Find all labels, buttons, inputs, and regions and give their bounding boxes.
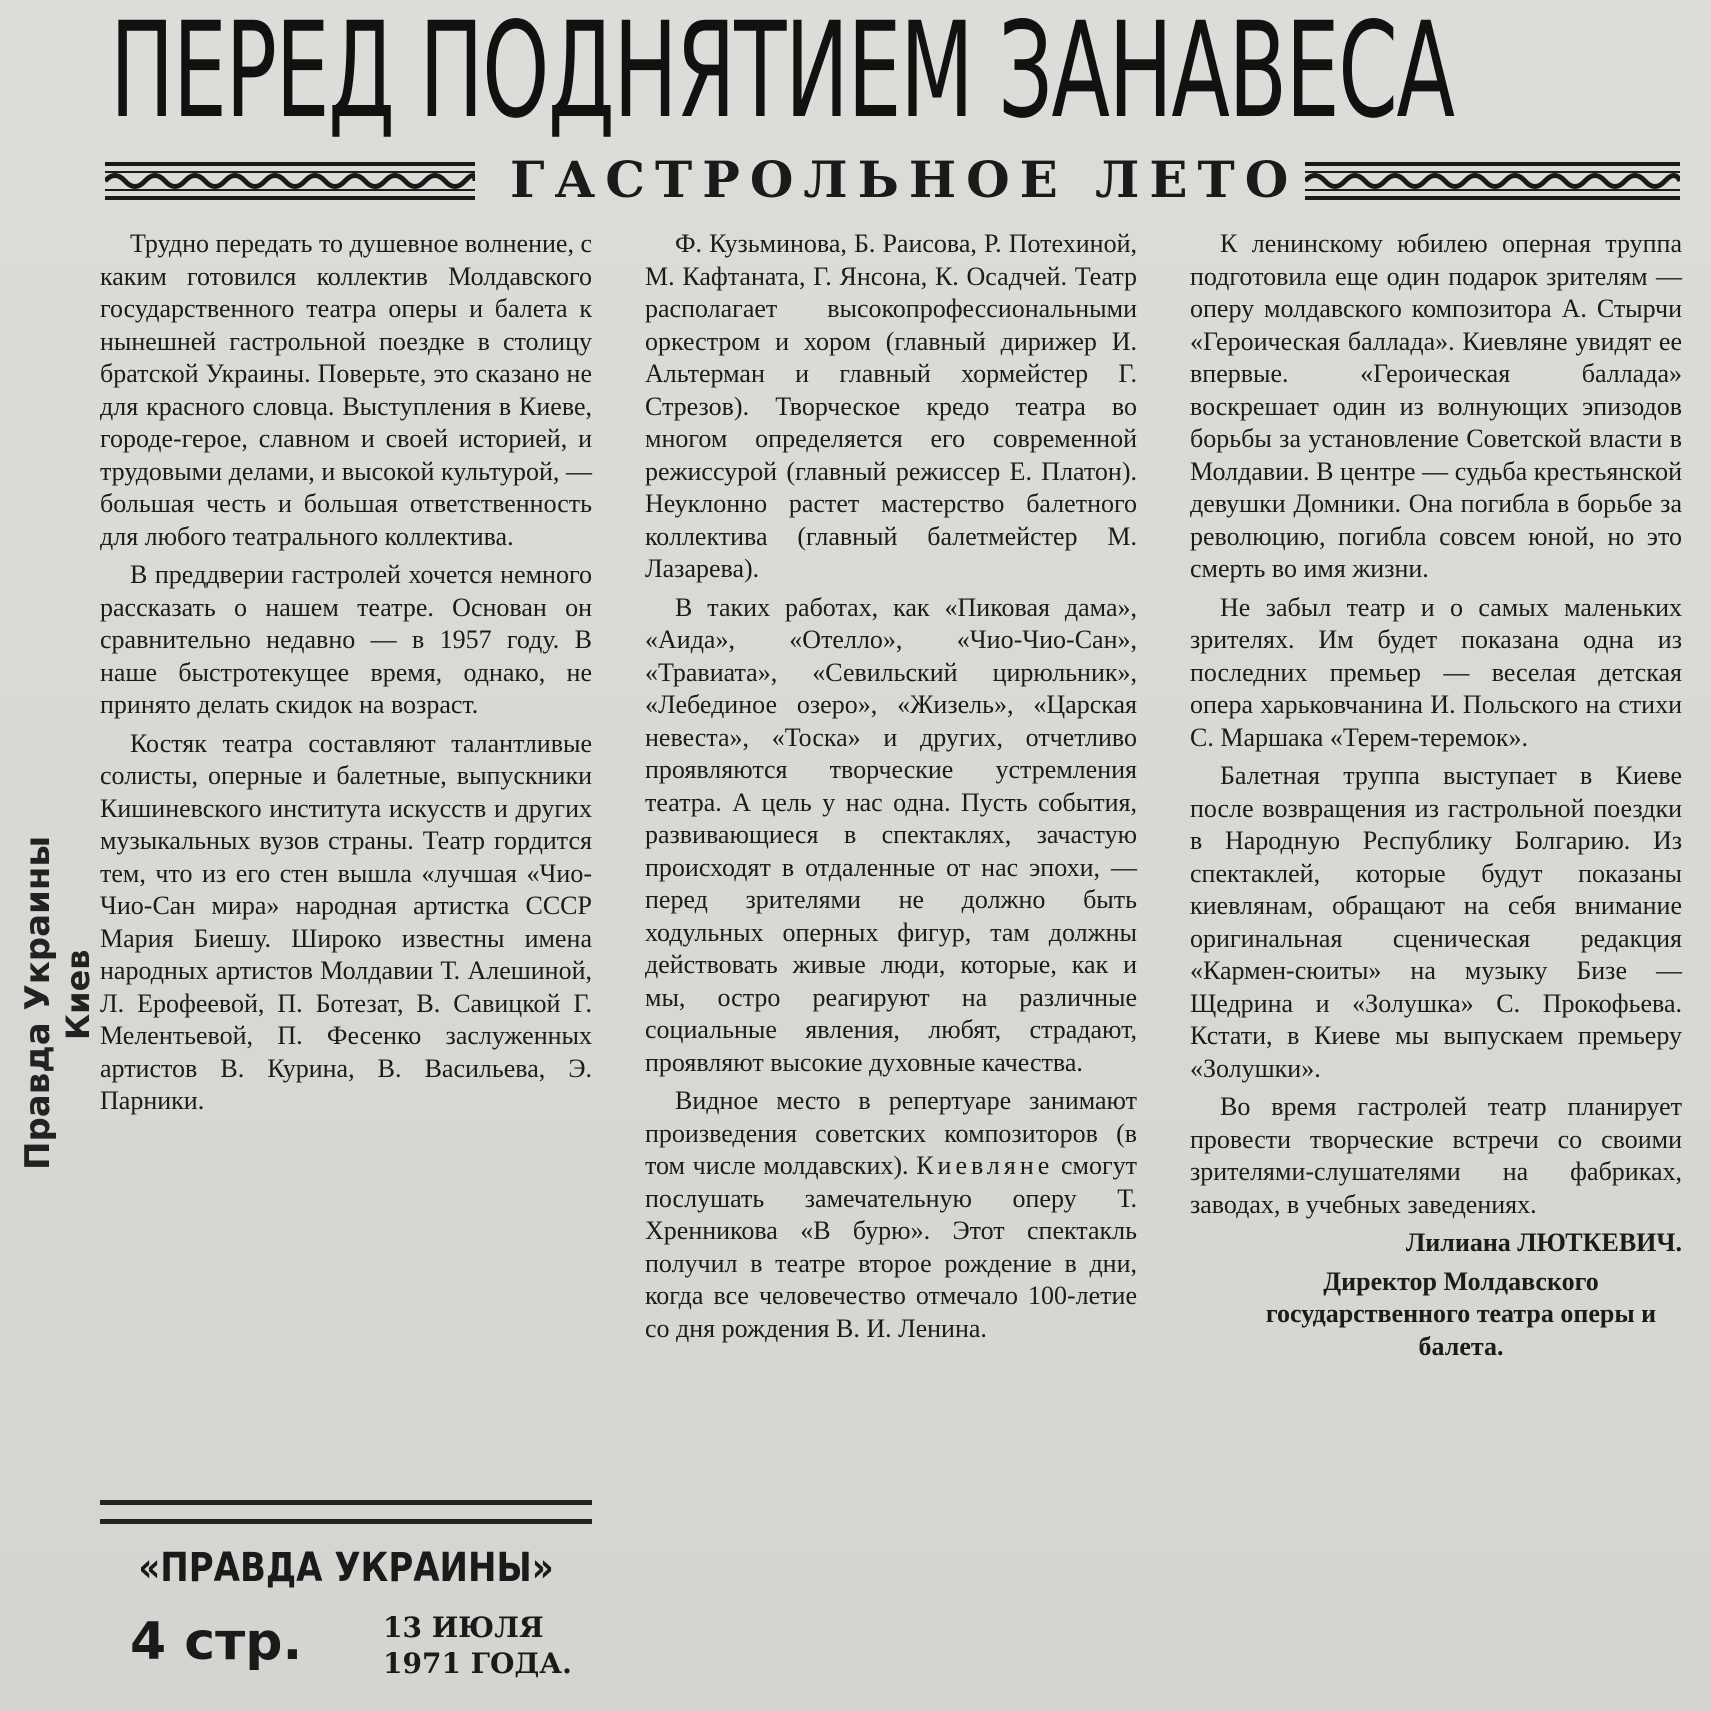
spaced-word: Киевляне	[916, 1151, 1054, 1180]
issue-date	[383, 1610, 603, 1682]
paragraph: В таких работах, как «Пиковая дама», «Аида», «Отелло», «Чио-Чио-Сан», «Травиата», «Севильский цирюльник», «Лебединое озеро», «Жизель», «Царская невеста», «Тоска» и других, отчетливо проявляются творческие устремления театра. А цель у нас одна. Пусть события, развивающиеся в спектаклях, зачастую происходят в отдаленные от нас эпохи, — перед зрителями не должно быть ходульных оперных фигур, там должны действовать живые люди, которые, как и мы, остро реагируют на различные социальные явления, любят, страдают, проявляют высокие духовные качества.	[645, 592, 1137, 1077]
paragraph: Ф. Кузьминова, Б. Раисова, Р. Потехиной, М. Кафтаната, Г. Янсона, К. Осадчей. Театр располагает высокопрофессиональными оркестром и хором (главный дирижер И. Альтерман и главный хормейстер Г. Стрезов). Творческое кредо театра во многом определяется его современной режиссурой (главный режиссер Е. Платон). Неуклонно растет мастерство балетного коллектива (главный балетмейстер М. Лазарева).	[645, 229, 1137, 583]
page-number: 4 стр.	[130, 1612, 303, 1672]
issue-date-line: 13 ИЮЛЯ	[383, 1611, 544, 1644]
side-stamp-city: Киев	[59, 949, 97, 1040]
paragraph: Не забыл театр и о самых маленьких зрителях. Им будет показана одна из последних премьер — веселая детская опера харьковчанина И. Польского на стихи С. Маршака «Терем-теремок».	[1190, 592, 1682, 752]
divider-rule	[100, 1500, 592, 1524]
newspaper-name: «ПРАВДА УКРАИНЫ»	[138, 1545, 554, 1591]
author-title: Директор Молдавского государственного театра оперы и балета.	[1265, 1266, 1657, 1361]
column-2	[645, 228, 1137, 1351]
paragraph: Балетная труппа выступает в Киеве после возвращения из гастрольной поездки в Народную Республику Болгарию. Из спектаклей, которые будут показаны киевлянам, обращают на себя внимание оригинальная сценическая редакция «Кармен-сюиты» на музыку Бизе — Щедрина и «Золушка» С. Прокофьева. Кстати, в Киеве мы выпускаем премьеру «Золушки».	[1190, 761, 1682, 1083]
paragraph: Трудно передать то душевное волнение, с каким готовился коллектив Молдавского государственного театра оперы и балета к нынешней гастрольной поездке в столицу братской Украины. Поверьте, это сказано не для красного словца. Выступления в Киеве, городе-герое, славном и своей историей, и трудовыми делами, и высокой культурой, — большая честь и большая ответственность для любого театрального коллектива.	[100, 229, 592, 551]
ornament-right-icon	[1305, 162, 1680, 200]
ornament-left-icon	[105, 162, 475, 200]
side-stamp-paper: Правда Украины	[18, 835, 58, 1170]
paragraph-text: смогут послушать замечательную оперу Т. Хренникова «В бурю». Этот спектакль получил в театре второе рождение в дни, когда все человечество отмечало 100-летие со дня рождения В. И. Ленина.	[645, 1151, 1138, 1343]
paragraph: К ленинскому юбилею оперная труппа подготовила еще один подарок зрителям — оперу молдавского композитора А. Стырчи «Героическая баллада». Киевляне увидят ее впервые. «Героическая баллада» воскрешает один из волнующих эпизодов борьбы за установление Советской власти в Молдавии. В центре — судьба крестьянской девушки Домники. Она погибла в борьбе за революцию, погибла совсем юной, но это смерть во имя жизни.	[1190, 229, 1682, 583]
author-signature: Лилиана ЛЮТКЕВИЧ.	[1405, 1228, 1682, 1257]
paragraph-text: Видное место в репертуаре занимают произведения советских композиторов (в том числе молдавских).	[645, 1086, 1137, 1180]
column-1	[100, 228, 592, 1124]
side-stamp	[18, 690, 97, 1170]
paragraph: Во время гастролей театр планирует провести творческие встречи со своими зрителями-слушателями на фабриках, заводах, в учебных заведениях.	[1190, 1092, 1682, 1219]
article-headline: ПЕРЕД ПОДНЯТИЕМ ЗАНАВЕСА	[110, 0, 1454, 148]
rubric-row	[105, 150, 1680, 210]
issue-date-line: 1971 ГОДА.	[383, 1647, 572, 1680]
paragraph: Костяк театра составляют талантливые солисты, оперные и балетные, выпускники Кишиневского института искусств и других музыкальных вузов страны. Театр гордится тем, что из его стен вышла «лучшая «Чио-Чио-Сан мира» народная артистка СССР Мария Биешу. Широко известны имена народных артистов Молдавии Т. Алешиной, Л. Ерофеевой, П. Ботезат, В. Савицкой Г. Мелентьевой, П. Фесенко заслуженных артистов В. Курина, В. Васильева, Э. Парники.	[100, 728, 592, 1115]
paragraph	[645, 1085, 1137, 1345]
rubric-title: ГАСТРОЛЬНОЕ ЛЕТО	[510, 150, 1299, 209]
column-3	[1190, 228, 1682, 1369]
paragraph: В преддверии гастролей хочется немного рассказать о нашем театре. Основан он сравнительно недавно — в 1957 году. В наше быстротекущее время, однако, не принято делать скидок на возраст.	[100, 560, 592, 719]
